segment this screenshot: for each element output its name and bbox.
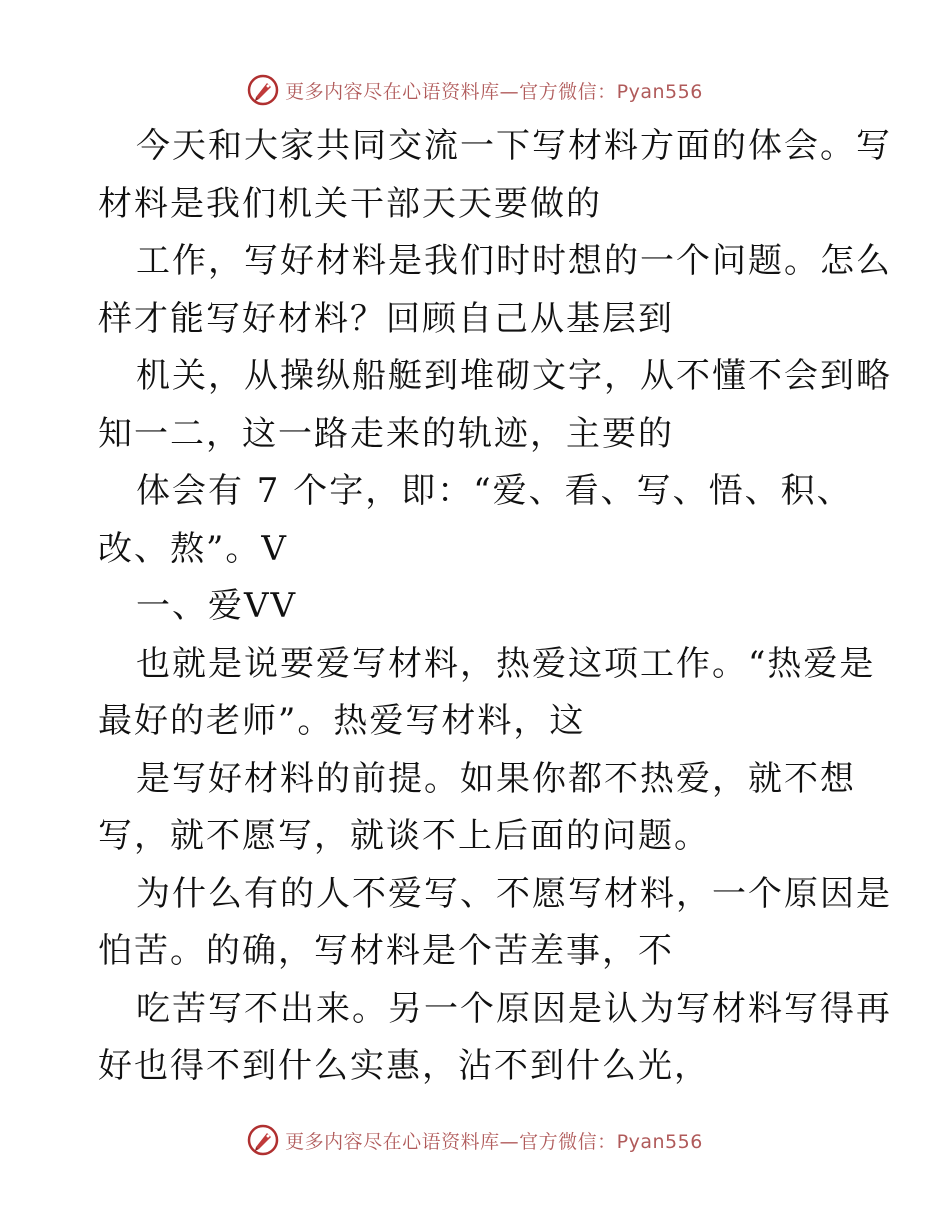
body-line: 好也得不到什么实惠，沾不到什么光， — [98, 1046, 710, 1086]
section-heading: 一、爱VV — [136, 586, 298, 626]
body-line: 知一二，这一路走来的轨迹，主要的 — [98, 413, 674, 454]
body-line: 为什么有的人不爱写、不愿写材料，一个原因是 — [136, 873, 892, 914]
header-banner — [0, 72, 950, 108]
body-line: 写，就不愿写，就谈不上后面的问题。 — [98, 816, 710, 856]
body-line: 今天和大家共同交流一下写材料方面的体会。写 — [136, 126, 892, 166]
pen-nib-logo-icon — [247, 1124, 279, 1156]
body-line: 怕苦。的确，写材料是个苦差事，不 — [98, 931, 674, 971]
footer-banner — [0, 1122, 950, 1158]
body-line: 材料是我们机关干部天天要做的 — [98, 183, 602, 224]
body-line: 样才能写好材料？回顾自己从基层到 — [98, 298, 674, 339]
body-line: 是写好材料的前提。如果你都不热爱，就不想 — [136, 758, 856, 799]
body-line: 工作，写好材料是我们时时想的一个问题。怎么 — [136, 241, 892, 281]
body-line: 机关，从操纵船艇到堆砌文字，从不懂不会到略 — [136, 356, 892, 396]
body-line: 体会有 7 个字，即：“爱、看、写、悟、积、 — [136, 471, 853, 511]
banner-text: 更多内容尽在心语资料库—官方微信：Pyan556 — [285, 80, 703, 103]
banner-text: 更多内容尽在心语资料库—官方微信：Pyan556 — [285, 1130, 703, 1153]
body-line: 改、熬”。V — [98, 528, 288, 569]
body-line: 也就是说要爱写材料，热爱这项工作。“热爱是 — [136, 643, 876, 684]
document-body — [98, 118, 892, 1096]
body-line: 吃苦写不出来。另一个原因是认为写材料写得再 — [136, 988, 892, 1029]
pen-nib-logo-icon — [247, 74, 279, 106]
body-line: 最好的老师”。热爱写材料，这 — [98, 701, 586, 741]
